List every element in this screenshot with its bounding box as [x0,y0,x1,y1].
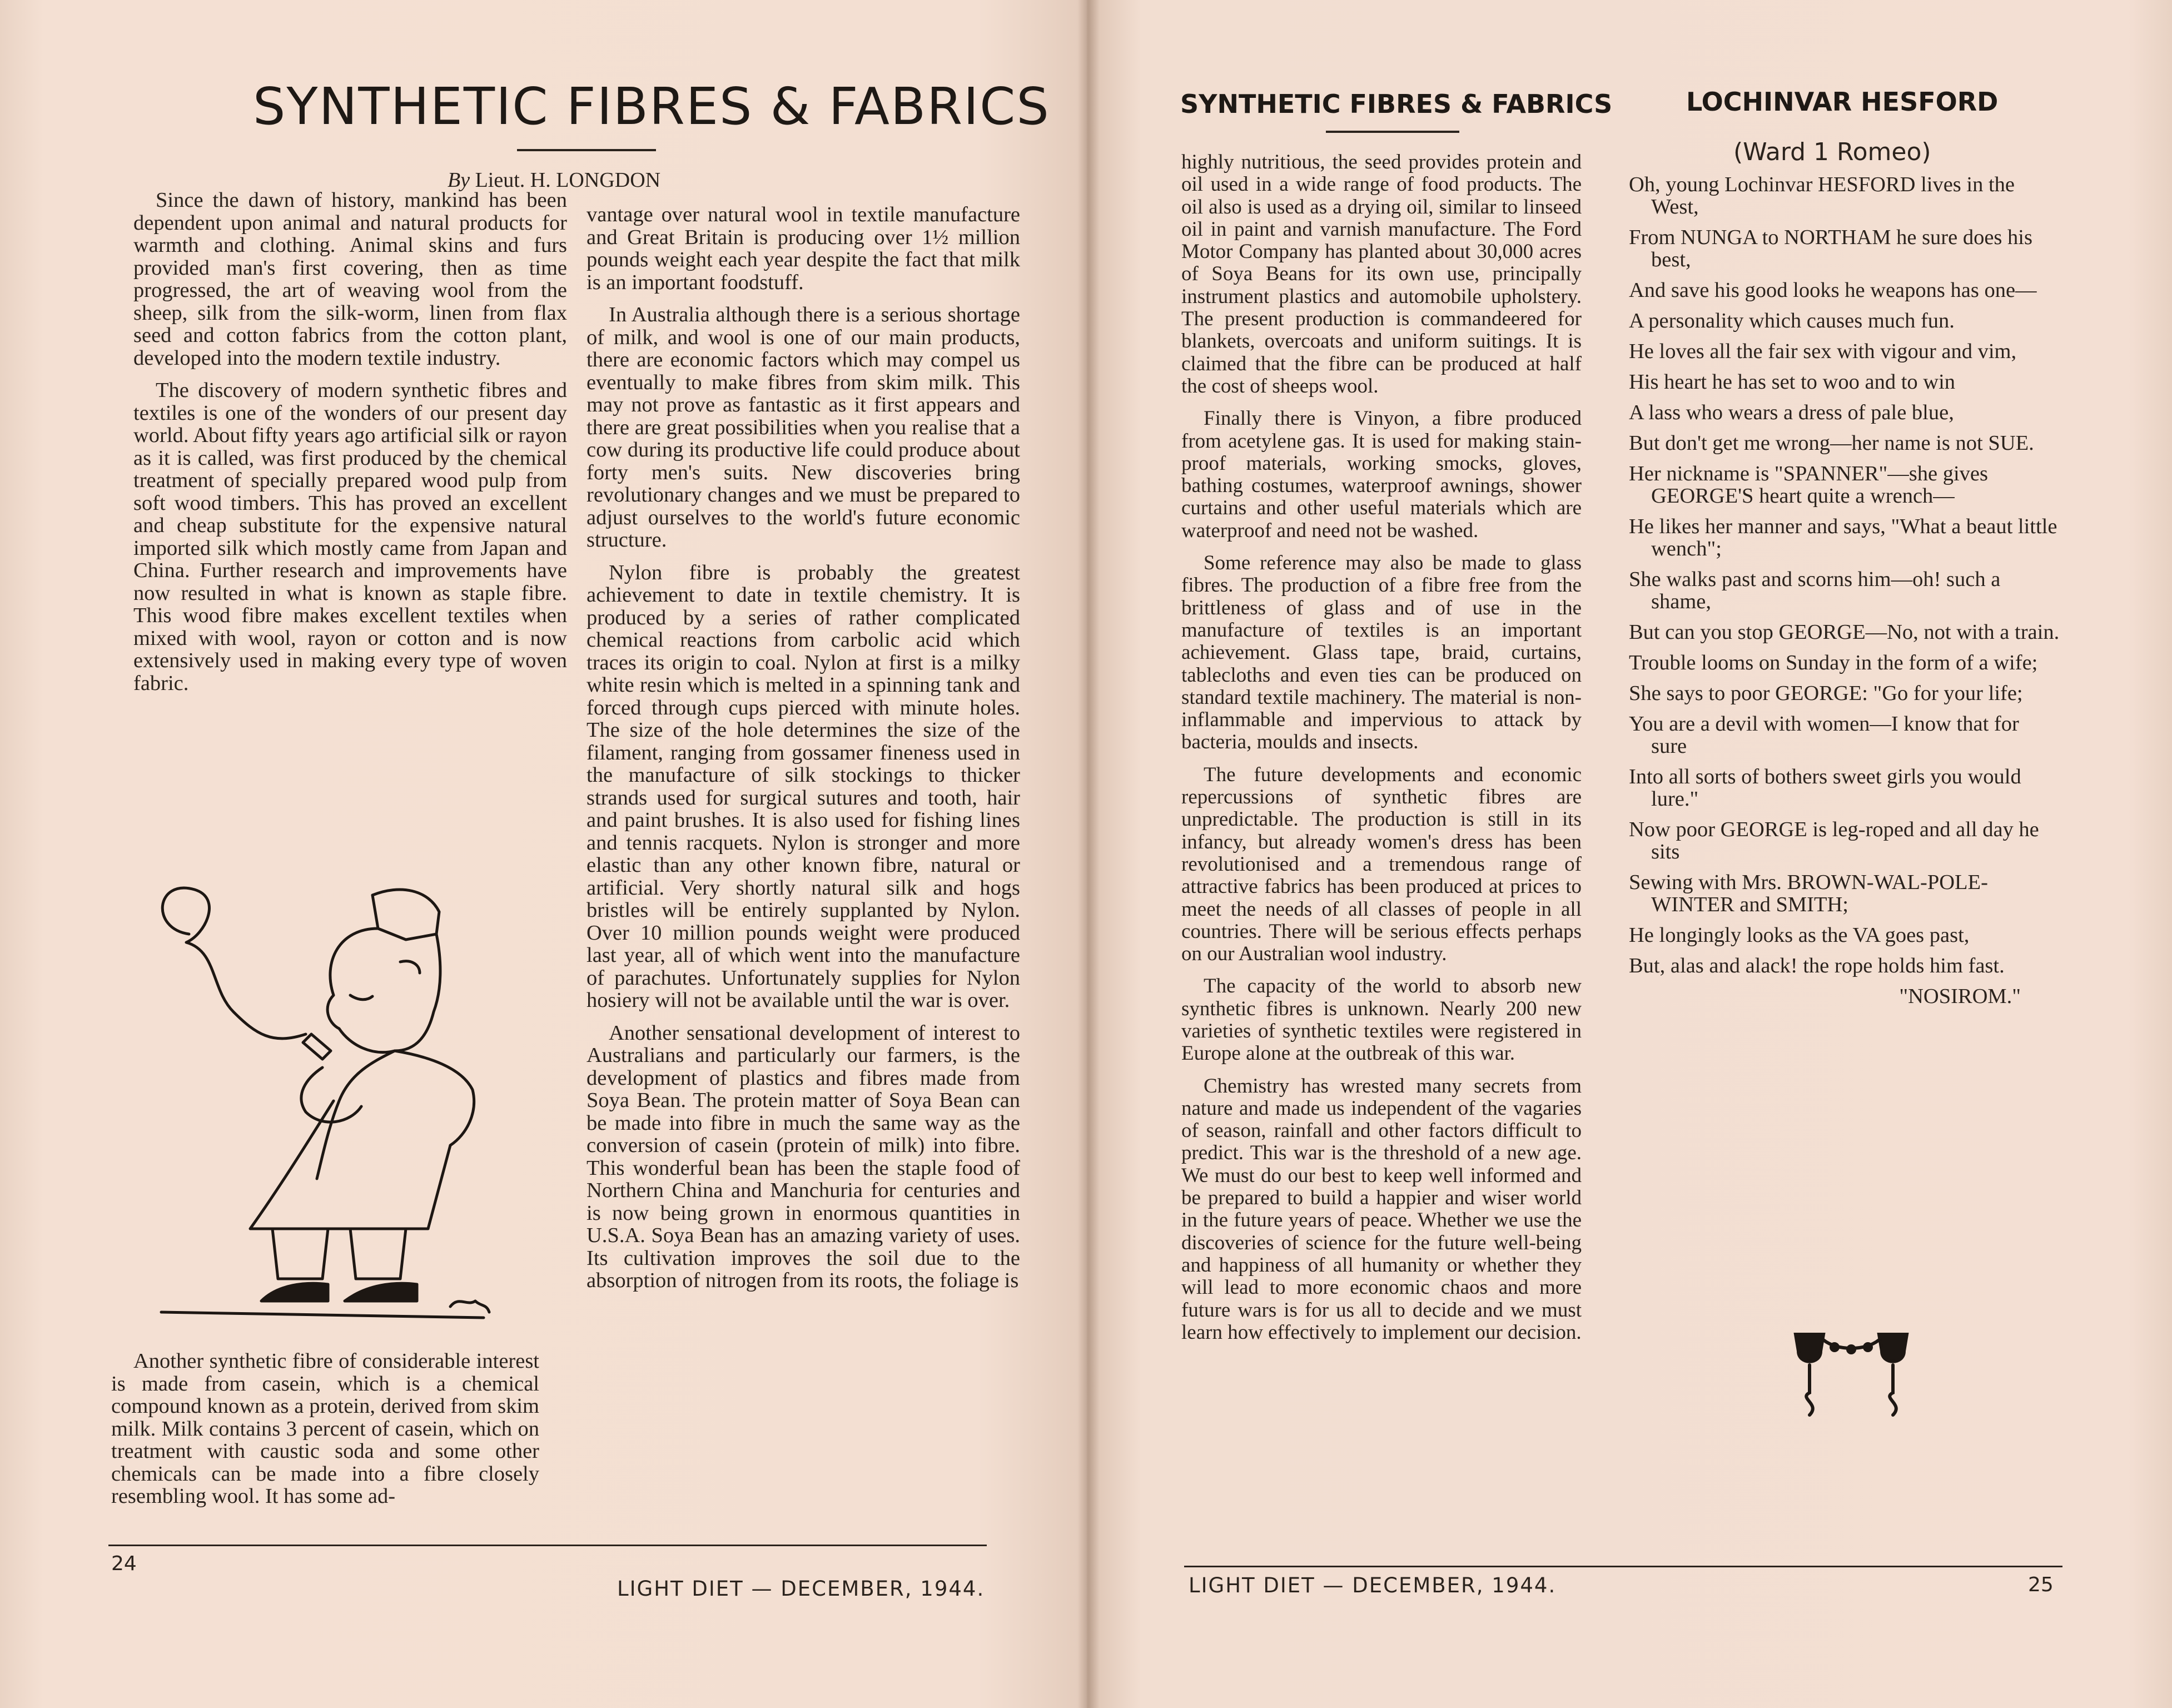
poem-line: He loves all the fair sex with vigour and vim, [1629,340,2017,363]
paragraph: Some reference may also be made to glass fibres. The production of a fibre free from the brittleness of glass and of use in the manufacture of textiles is an important achievement. Glass tape, braid, curtains, tablecloths and even ties can be produced on standard textile machinery. The material is non-inflammable and impervious to attack by bacteria, moulds and insects. [1181,552,1582,754]
paragraph: Finally there is Vinyon, a fibre produced from acetylene gas. It is used for making stain-proof materials, working smocks, gloves, bathing costumes, waterproof awnings, shower curtains and other useful materials which are waterproof and need not be washed. [1181,407,1582,542]
poem-line: But don't get me wrong—her name is not SUE. [1629,431,2034,455]
poem-line: He longingly looks as the VA goes past, [1629,923,1970,947]
right-article-column [1181,151,1582,1354]
poem-line: Into all sorts of bothers sweet girls you would lure." [1629,765,2021,811]
left-column-1 [133,189,567,704]
byline-author: Lieut. H. LONGDON [475,168,661,192]
left-column-1-bottom [111,1350,539,1518]
footer-rule-right [1184,1566,2062,1567]
paragraph: The discovery of modern synthetic fibres and textiles is one of the wonders of our present day world. About fifty years ago artificial silk or rayon as it is called, was first produced by the chemical treatment of specially prepared wood pulp from soft wood timbers. This has proved an excellent and cheap substitute for the expensive natural imported silk which mostly came from Japan and China. Further research and improvements have now resulted in what is known as staple fibre. This wood fibre makes excellent textiles when mixed with wool, rayon or cotton and is now extensively used in making every type of woven fabric. [133,379,567,695]
poem-line: And save his good looks he weapons has one— [1629,279,2037,302]
poem-line: She walks past and scorns him—oh! such a shame, [1629,568,2001,613]
heading-underline [1326,131,1459,133]
poem-line: You are a devil with women—I know that for sure [1629,712,2019,758]
page-number-right: 25 [2028,1573,2054,1596]
paragraph: The future developments and economic repercussions of synthetic fibres are unpredictable. The production is still in its infancy, but already women's dress has been revolutionised and a tremendous range of attractive fabrics has been produced at prices to meet the needs of all classes of people in all countries. There will be serious effects perhaps on our Australian wool industry. [1181,763,1582,966]
page-number: 24 [111,1552,137,1575]
page-footer: LIGHT DIET — DECEMBER, 1944. [617,1577,985,1601]
paragraph: The capacity of the world to absorb new synthetic fibres is unknown. Nearly 200 new varieties of synthetic textiles were registered in Europe alone at the outbreak of this war. [1181,975,1582,1065]
poem-line: Oh, young Lochinvar HESFORD lives in the West, [1629,173,2015,219]
poem-line: His heart he has set to woo and to win [1629,370,1956,394]
byline-prefix: By [448,168,470,192]
poem-line: A lass who wears a dress of pale blue, [1629,401,1954,424]
paragraph: Another sensational development of interest to Australians and particularly our farmers, is the development of plastics and fibres made from Soya Bean. The protein matter of Soya Bean can be made into fibre in much the same way as the conversion of casein (protein of milk) into fibre. This wonderful bean has been the staple food of Northern China and Manchuria for centuries and is now being grown in enormous quantities in U.S.A. Soya Bean has an amazing variety of uses. Its cultivation improves the soil due to the absorption of nitrogen from its roots, the foliage is [587,1021,1020,1292]
poem-line: He likes her manner and says, "What a beaut little wench"; [1629,515,2057,560]
poem-line: Now poor GEORGE is leg-roped and all day he sits [1629,818,2039,863]
poem [1629,173,2060,1016]
poem-line: But can you stop GEORGE—No, not with a train. [1629,620,2060,644]
paragraph: highly nutritious, the seed provides protein and oil used in a wide range of food products. The oil also is used as a drying oil, similar to linseed oil in paint and varnish manufacture. The Ford Motor Company has planted about 30,000 acres of Soya Beans for its own use, principally instrument plastics and automobile upholstery. The present production is commandeered for blankets, overcoats and uniform suitings. It is claimed that the fibre can be produced at half the cost of sheeps wool. [1181,151,1582,398]
paragraph: Since the dawn of history, mankind has been dependent upon animal and natural products for warmth and clothing. Animal skins and furs provided man's first covering, then as time progressed, the art of weaving wool from the sheep, silk from the silk-worm, linen from flax seed and cotton fabrics from the cotton plant, developed into the modern textile industry. [133,188,567,370]
poem-line: She says to poor GEORGE: "Go for your life; [1629,682,2023,705]
paragraph: Chemistry has wrested many secrets from nature and made us independent of the vagaries of season, rainfall and other factors difficult to predict. This war is the threshold of a new age. We must do our best to keep well informed and be prepared to build a happier and wiser world in the future years of peace. Whether we use the discoveries of science for the future well-being and happiness of all humanity or whether they will lead to more economic chaos and more future wars is for us all to decide and we must learn how effectively to implement our decision. [1181,1074,1582,1344]
poem-signature: "NOSIROM." [1899,985,2021,1008]
page-footer-right: LIGHT DIET — DECEMBER, 1944. [1189,1573,1557,1597]
poem-line: A personality which causes much fun. [1629,309,1955,332]
left-column-2 [587,203,1020,1302]
paragraph: Nylon fibre is probably the greatest achievement to date in textile chemistry. It is produced by a series of rather complicated chemical reactions from carbolic acid which traces its origin to coal. Nylon at first is a milky white resin which is melted in a spinning tank and forced through cups pierced with minute holes. The size of the hole determines the size of the filament, ranging from gossamer fineness used in the manufacture of silk stockings to thicker strands used for surgical sutures and tooth, hair and paint brushes. It is also used for fishing lines and tennis racquets. Nylon is stronger and more elastic than any other known fibre, natural or artificial. Very shortly natural silk and hogs bristles will be entirely supplanted by Nylon. Over 10 million pounds weight were produced last year, all of which went into the manufacture of parachutes. Unfortunately supplies for Nylon hosiery will not be available until the war is over. [587,560,1020,1012]
article-title: SYNTHETIC FIBRES & FABRICS [253,77,1050,136]
poem-line: But, alas and alack! the rope holds him fast. [1629,954,2005,977]
title-underline [517,149,656,151]
paragraph: vantage over natural wool in textile manufacture and Great Britain is producing over 1½ million pounds weight each year despite the fact that milk is an important foodstuff. [587,203,1020,294]
poem-subtitle: (Ward 1 Romeo) [1733,138,1931,166]
poem-line: Her nickname is "SPANNER"—she gives GEORGE'S heart quite a wrench— [1629,462,1988,508]
poem-title: LOCHINVAR HESFORD [1686,87,1999,117]
lyre-ornament-icon [1782,1326,1921,1426]
article-running-title: SYNTHETIC FIBRES & FABRICS [1180,89,1613,119]
paragraph: Another synthetic fibre of considerable interest is made from casein, which is a chemical compound known as a protein, derived from skim milk. Milk contains 3 percent of casein, which on treatment with caustic soda and some other chemicals can be made into a fibre closely resembling wool. It has some ad- [111,1349,539,1508]
book-gutter [1077,0,1100,1708]
poem-line: From NUNGA to NORTHAM he sure does his best, [1629,226,2032,271]
footer-rule [108,1545,987,1546]
paragraph: In Australia although there is a serious shortage of milk, and wool is one of our main products, there are economic factors which may compel us eventually to make fibres from skim milk. This may not prove as fantastic as it first appears and there are great possibilities when you realise that a cow during its productive life could produce about forty men's suits. New discoveries bring revolutionary changes and we must be prepared to adjust ourselves to the world's future economic structure. [587,303,1020,552]
poem-line: Sewing with Mrs. BROWN-WAL-POLE-WINTER and SMITH; [1629,871,1988,916]
cartoon-illustration [139,867,528,1334]
poem-line: Trouble looms on Sunday in the form of a wife; [1629,651,2038,674]
